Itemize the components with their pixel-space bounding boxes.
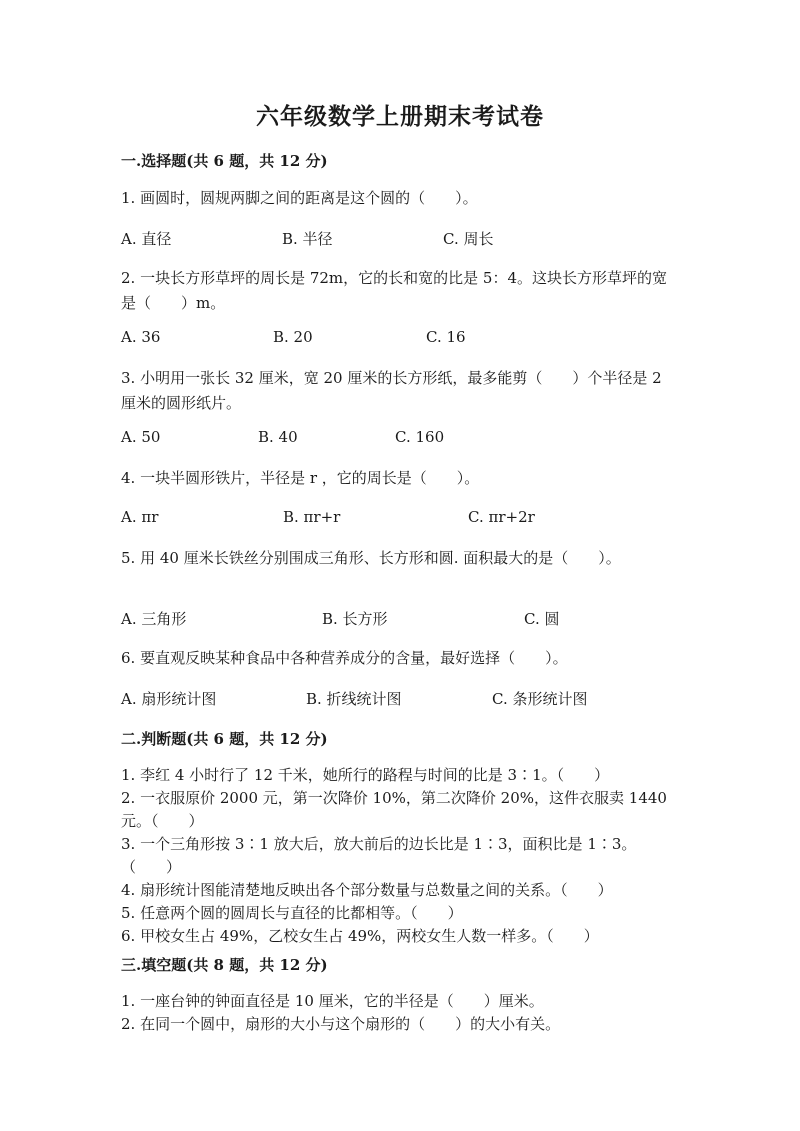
section-heading-judgement: 二.判断题(共 6 题，共 12 分)	[121, 730, 328, 748]
judgement-item-6: 6. 甲校女生占 49%，乙校女生占 49%，两校女生人数一样多。（ ）	[121, 927, 599, 945]
option-1a: A. 直径	[121, 230, 172, 248]
option-1c: C. 周长	[443, 230, 494, 248]
option-4a: A. πr	[121, 508, 159, 526]
judgement-item-1: 1. 李红 4 小时行了 12 千米，她所行的路程与时间的比是 3∶1。（ ）	[121, 766, 610, 784]
question-6: 6. 要直观反映某种食品中各种营养成分的含量，最好选择（ ）。	[121, 649, 568, 667]
option-3a: A. 50	[121, 428, 161, 446]
option-5a: A. 三角形	[121, 610, 187, 628]
option-6b: B. 折线统计图	[306, 690, 402, 708]
option-4b: B. πr+r	[283, 508, 341, 526]
option-4c: C. πr+2r	[468, 508, 535, 526]
option-5b: B. 长方形	[322, 610, 388, 628]
judgement-item-3: 3. 一个三角形按 3∶1 放大后，放大前后的边长比是 1∶3，面积比是 1∶3。（ ）	[121, 835, 637, 876]
judgement-item-5: 5. 任意两个圆的圆周长与直径的比都相等。（ ）	[121, 904, 463, 922]
question-5: 5. 用 40 厘米长铁丝分别围成三角形、长方形和圆. 面积最大的是（ ）。	[121, 549, 621, 567]
section-heading-choice: 一.选择题(共 6 题，共 12 分)	[121, 152, 328, 170]
option-3b: B. 40	[258, 428, 298, 446]
option-6a: A. 扇形统计图	[121, 690, 217, 708]
option-1b: B. 半径	[282, 230, 333, 248]
judgement-item-2: 2. 一衣服原价 2000 元，第一次降价 10%，第二次降价 20%，这件衣服卖 1440 元。（ ）	[121, 789, 667, 830]
question-4: 4. 一块半圆形铁片，半径是 r ，它的周长是（ ）。	[121, 469, 480, 487]
option-6c: C. 条形统计图	[492, 690, 588, 708]
question-2: 2. 一块长方形草坪的周长是 72m，它的长和宽的比是 5：4。这块长方形草坪的宽是（ ）m。	[121, 269, 668, 312]
option-3c: C. 160	[395, 428, 445, 446]
page-title: 六年级数学上册期末考试卷	[256, 103, 544, 130]
option-2c: C. 16	[426, 328, 466, 346]
judgement-item-4: 4. 扇形统计图能清楚地反映出各个部分数量与总数量之间的关系。（ ）	[121, 881, 613, 899]
section-heading-fill-in: 三.填空题(共 8 题，共 12 分)	[121, 956, 328, 974]
option-2a: A. 36	[121, 328, 161, 346]
fill-item-1: 1. 一座台钟的钟面直径是 10 厘米，它的半径是（ ）厘米。	[121, 992, 544, 1010]
option-5c: C. 圆	[524, 610, 560, 628]
question-3: 3. 小明用一张长 32 厘米，宽 20 厘米的长方形纸，最多能剪（ ）个半径是 2 厘米的圆形纸片。	[121, 369, 662, 412]
question-1: 1. 画圆时，圆规两脚之间的距离是这个圆的（ ）。	[121, 189, 478, 207]
fill-item-2: 2. 在同一个圆中，扇形的大小与这个扇形的（ ）的大小有关。	[121, 1015, 561, 1033]
option-2b: B. 20	[273, 328, 313, 346]
